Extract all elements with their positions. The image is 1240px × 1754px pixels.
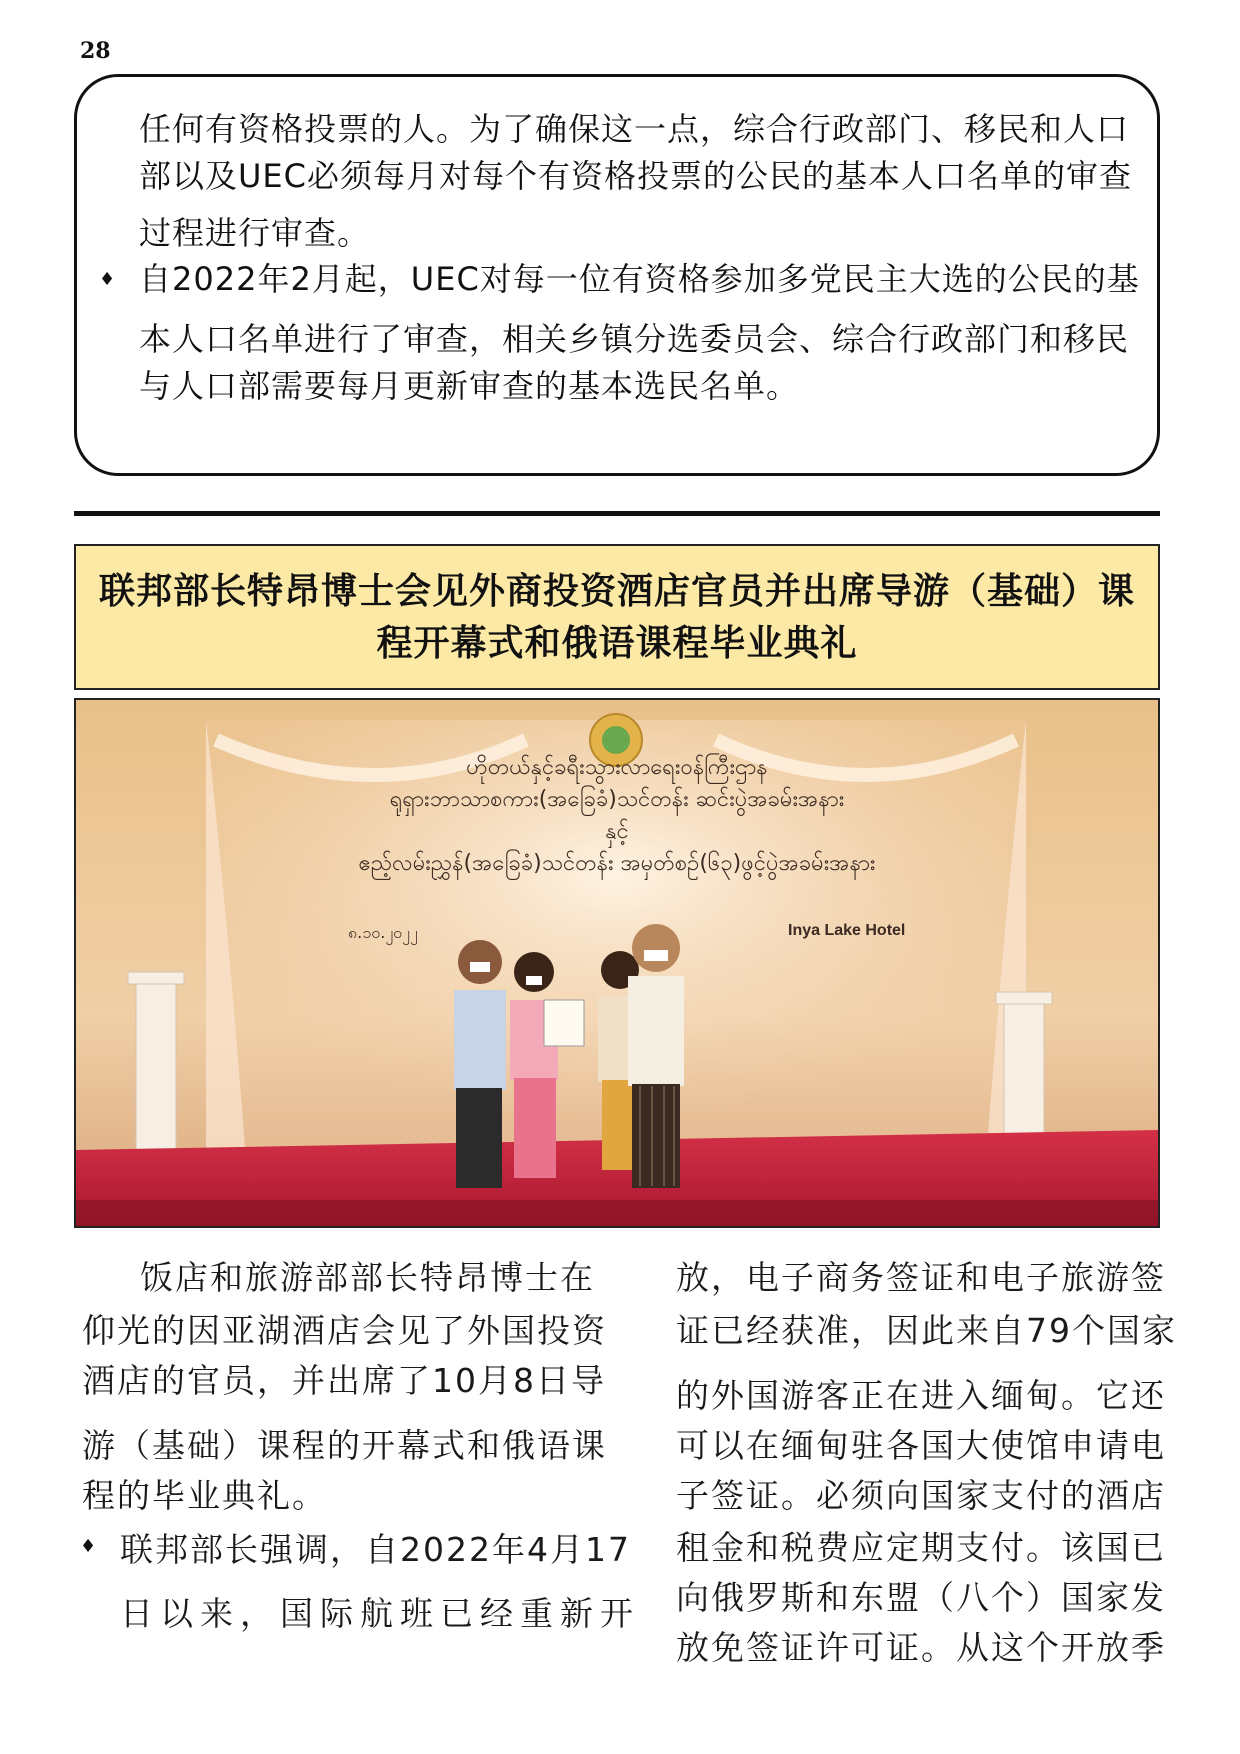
info-box bbox=[74, 74, 1160, 476]
right-col-line-1: 放，电子商务签证和电子旅游签 bbox=[676, 1258, 1166, 1297]
banner-date: ၈.၁၀.၂၀၂၂ bbox=[348, 923, 418, 942]
right-col-line-3: 的外国游客正在进入缅甸。它还 bbox=[676, 1376, 1166, 1415]
banner-venue: Inya Lake Hotel bbox=[788, 922, 906, 939]
banner-line-1: ဟိုတယ်နှင့်ခရီးသွားလာရေးဝန်ကြီးဌာန bbox=[466, 755, 768, 780]
left-col-line-6: 联邦部长强调，自2022年4月17 bbox=[120, 1530, 631, 1569]
left-col-line-2: 仰光的因亚湖酒店会见了外国投资 bbox=[82, 1311, 607, 1350]
box-line-5: 本人口名单进行了审查，相关乡镇分选委员会、综合行政部门和移民 bbox=[139, 320, 1130, 358]
right-col-line-8: 放免签证许可证。从这个开放季 bbox=[676, 1628, 1166, 1667]
right-col-line-6: 租金和税费应定期支付。该国已 bbox=[676, 1528, 1166, 1567]
banner-line-4: ဧည့်လမ်းညွှန်(အခြေခံ)သင်တန်း အမှတ်စဉ်(၆၃)ဖွင့်ပွဲအခမ်းအနား bbox=[358, 851, 876, 876]
box-line-4: 自2022年2月起，UEC对每一位有资格参加多党民主大选的公民的基 bbox=[139, 260, 1140, 298]
left-col-line-4: 游（基础）课程的开幕式和俄语课 bbox=[82, 1426, 607, 1465]
left-col-line-7: 日以来，国际航班已经重新开 bbox=[120, 1594, 640, 1633]
right-col-line-4: 可以在缅甸驻各国大使馆申请电 bbox=[676, 1426, 1166, 1465]
right-col-line-5: 子签证。必须向国家支付的酒店 bbox=[676, 1476, 1166, 1515]
left-col-line-5: 程的毕业典礼。 bbox=[82, 1476, 327, 1515]
banner-line-2: ရုရှားဘာသာစကား(အခြေခံ)သင်တန်း ဆင်းပွဲအခမ်းအနား bbox=[389, 787, 845, 812]
right-col-line-7: 向俄罗斯和东盟（八个）国家发 bbox=[676, 1578, 1166, 1617]
right-col-line-2: 证已经获准，因此来自79个国家 bbox=[676, 1311, 1177, 1350]
diamond-bullet-icon: ♦ bbox=[80, 1536, 97, 1557]
box-line-6: 与人口部需要每月更新审查的基本选民名单。 bbox=[139, 367, 800, 405]
banner-line-3: နှင့် bbox=[605, 819, 629, 844]
box-line-2: 部以及UEC必须每月对每个有资格投票的公民的基本人口名单的审查 bbox=[139, 157, 1132, 195]
box-line-1: 任何有资格投票的人。为了确保这一点，综合行政部门、移民和人口 bbox=[139, 110, 1130, 148]
diamond-bullet-icon: ♦ bbox=[99, 269, 116, 290]
article-title-line-2: 程开幕式和俄语课程毕业典礼 bbox=[376, 623, 858, 664]
box-line-3: 过程进行审查。 bbox=[139, 214, 371, 252]
page-number: 28 bbox=[80, 38, 111, 64]
left-col-line-3: 酒店的官员，并出席了10月8日导 bbox=[82, 1361, 606, 1400]
left-col-line-1: 饭店和旅游部部长特昂博士在 bbox=[140, 1258, 595, 1297]
article-title-line-1: 联邦部长特昂博士会见外商投资酒店官员并出席导游（基础）课 bbox=[98, 571, 1135, 612]
section-divider bbox=[74, 511, 1160, 516]
article-title-box bbox=[74, 544, 1160, 690]
ceremony-photo bbox=[74, 698, 1160, 1228]
